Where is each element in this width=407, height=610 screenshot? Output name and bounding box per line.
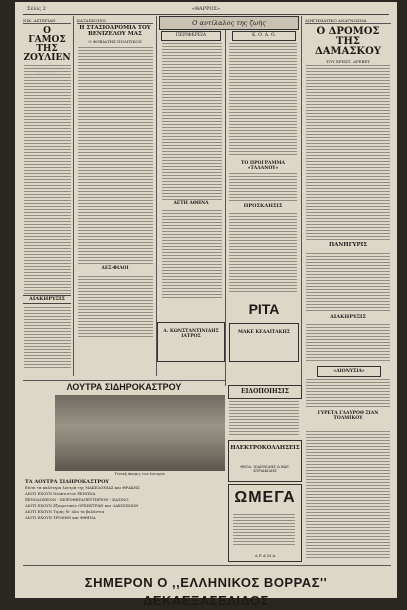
- ad-konstantinidis: [157, 322, 225, 362]
- ad-title: ΜΑΚΕ ΚΕΔΑΙΤΑΚΗΣ: [238, 330, 290, 335]
- notice-text: [306, 252, 390, 312]
- article-text: [229, 172, 297, 202]
- ad-text: [306, 378, 390, 408]
- article-text: [78, 275, 153, 337]
- bottom-banner: ΣΗΜΕΡΟΝ Ο ,,ΕΛΛΗΝΙΚΟΣ ΒΟΡΡΑΣ'' ΔΕΚΑΕΞΑΣΕΛΙΔΟΣ: [84, 575, 328, 608]
- baths-heading: ΤΑ ΛΟΥΤΡΑ ΣΙΔΗΡΟΚΑΣΤΡΟΥ: [25, 479, 110, 485]
- article-kicker: ΝΙΚ. ΑΣΤΕΡΙΑΝ: [23, 18, 71, 24]
- subhead-prosklisis: [229, 204, 297, 209]
- baths-photo: [55, 395, 225, 471]
- baths-line: Είναι τα καλύτερα λουτρά της ΜΑΚΕΔΟΝΙΑΣ και ΘΡΑΚΗΣ: [25, 485, 140, 490]
- column-rule: [225, 16, 226, 386]
- column-rule: [301, 16, 302, 386]
- ad-title: ΩΜΕΓΑ: [234, 489, 296, 506]
- divider: [23, 380, 225, 381]
- notice-diakiryxis: [23, 295, 71, 304]
- notice-title: ΠΑΝΗΓΥΡΙΣ: [328, 242, 368, 248]
- baths-line: ΔΙΟΤΙ ΕΧΟΥΝ Εξαιρετικόν ΟΡΧΗΣΤΡΑΝ και ΛΑΧΝΙΣΜΟΝ: [25, 503, 139, 508]
- baths-line: ΔΙΟΤΙ ΕΧΟΥΝ Τιμάς δι' όλα τα βαλάντια: [25, 509, 105, 514]
- ad-gyreta: [307, 412, 389, 421]
- article-text: [229, 42, 297, 157]
- article-text: [24, 64, 71, 294]
- article-text: [162, 209, 222, 299]
- notice-text: [306, 323, 390, 363]
- article-kicker: ΔΙΗΓΗΜΑΤΙΚΟ ΑΝΑΓΝΩΣΜΑ: [305, 18, 391, 24]
- ad-text: [229, 400, 299, 436]
- column-rule: [73, 16, 74, 376]
- subhead-talanou: [229, 162, 297, 171]
- ad-text: [306, 430, 390, 560]
- article-byline: ΤΟΥ ΧΡΗΣΤ. ΔΡΕΒΕΤ: [326, 59, 370, 64]
- subhead-deti: [161, 202, 221, 207]
- ad-title: «ΔΙΟΝΥΣΙΑ»: [333, 369, 365, 374]
- script-banner: [159, 16, 299, 30]
- article-damaskou: [305, 18, 391, 64]
- notice-text: [24, 306, 71, 368]
- ad-location: Δ Ρ Α Μ Α: [254, 553, 276, 558]
- ad-ilektrokolliseis: [228, 440, 302, 482]
- divider: [23, 565, 391, 566]
- baths-line: ΞΕΝΟΔΟΧΕΙΟΝ - ΧΕΙΡΟΘΕΡΑΠΕΥΤΗΡΙΟΝ - ΚΑΖΙΝΟ: [25, 497, 129, 502]
- ad-title: Α. ΚΩΝΣΤΑΝΤΙΝΙΔΗΣ ΙΑΤΡΟΣ: [163, 329, 219, 339]
- notice-panigyris: [305, 243, 391, 249]
- article-text: [229, 212, 297, 294]
- notice-diakiryxis-2: [305, 315, 391, 320]
- page-number: Σελίς 2: [27, 6, 46, 12]
- page-header: [23, 5, 389, 15]
- subhead: ΤΟ ΠΡΟΓΡΑΜΜΑ «ΤΑΛΑΝΟΥ»: [241, 161, 285, 171]
- ad-subtitle: ΘΕΟΔ. ΙΩΑΝΝΙΔΗΣ & ΒΑΡ. ΚΥΡΙΑΚΙΔΗΣ: [240, 465, 290, 473]
- ad-rita: ΡΙΤΑ: [248, 301, 280, 317]
- ad-title: ΗΛΕΚΤΡΟΚΟΛΛΗΣΕΙΣ: [230, 445, 300, 451]
- newspaper-page: [15, 2, 397, 608]
- article-title: Ο ΔΡΟΜΟΣ ΤΗΣ ΔΑΜΑΣΚΟΥ: [315, 26, 381, 57]
- subhead: ΔΕΤΗ ΑΘΗΝΑ: [173, 201, 209, 206]
- article-title: Ο ΓΑΜΟΣ ΤΗΣ ΖΟΥΛΙΕΝ: [23, 26, 71, 63]
- ad-dionysia: [317, 366, 381, 377]
- ad-text: [233, 513, 295, 547]
- paper-name: «ΘΑΡΡΟΣ»: [191, 6, 221, 12]
- tab-label: ΠΕΡΙΦΕΡΕΙΑ: [175, 33, 207, 38]
- baths-line: ΔΙΟΤΙ ΕΧΟΥΝ ΤΡΟΦΗΝ και ΦΘΗΝΑ: [25, 515, 96, 520]
- article-title: Η ΣΤΑΣΙΟΔΡΟΜΙΑ ΤΟΥ ΒΕΝΙΖΕΛΟΥ ΜΑΣ: [79, 25, 151, 37]
- article-text: [306, 64, 390, 240]
- ad-title: ΕΙΔΟΠΟΙΗΣΙΣ: [241, 388, 289, 395]
- baths-line: ΔΙΟΤΙ ΕΧΟΥΝ Νεόκτιστον ΞΕΝΩΝΑ: [25, 491, 96, 496]
- notice-title: ΔΙΑΚΗΡΥΞΙΣ: [330, 314, 366, 320]
- script-title: Ο αντίλαλος της ζωής: [192, 19, 266, 27]
- article-text: [78, 46, 153, 264]
- article-byline: Ο ΦΟΒΙΑΤΗΣ ΠΟΛΙΤΙΚΟΣ: [88, 39, 142, 44]
- tab-label: Κ. Ο. Δ. Ο.: [251, 33, 276, 38]
- article-stasiodromia: [77, 18, 153, 44]
- article-text: [162, 42, 222, 200]
- tab-kodo: [232, 31, 296, 41]
- tab-periferia: [161, 31, 221, 41]
- subhead-dexi-filoi: [77, 267, 153, 272]
- subhead: ΠΡΟΣΚΛΗΣΙΣ: [243, 203, 283, 209]
- photo-caption: Γενική άποψις των λουτρών: [114, 472, 166, 476]
- article-kicker: ΚΑΤΑΣΚΟΠΟΙ: [77, 18, 153, 24]
- ad-kedaitakis: [229, 323, 299, 362]
- ad-eidopoiisis: [228, 385, 302, 399]
- ad-omega: [228, 484, 302, 562]
- notice-title: ΔΙΑΚΗΡΥΞΙΣ: [23, 295, 71, 304]
- ad-title: ΓΥΡΕΤΑ ΓΛΑΥΡΟΘ ΞΙΑΝ ΤΟΛΜΙΚΟΥ: [317, 411, 379, 421]
- subhead: ΔΕΞ·ΦΙΛΟΙ: [101, 266, 129, 271]
- ad-baths-title: ΛΟΥΤΡΑ ΣΙΔΗΡΟΚΑΣΤΡΟΥ: [66, 382, 182, 392]
- baths-text: [25, 479, 225, 521]
